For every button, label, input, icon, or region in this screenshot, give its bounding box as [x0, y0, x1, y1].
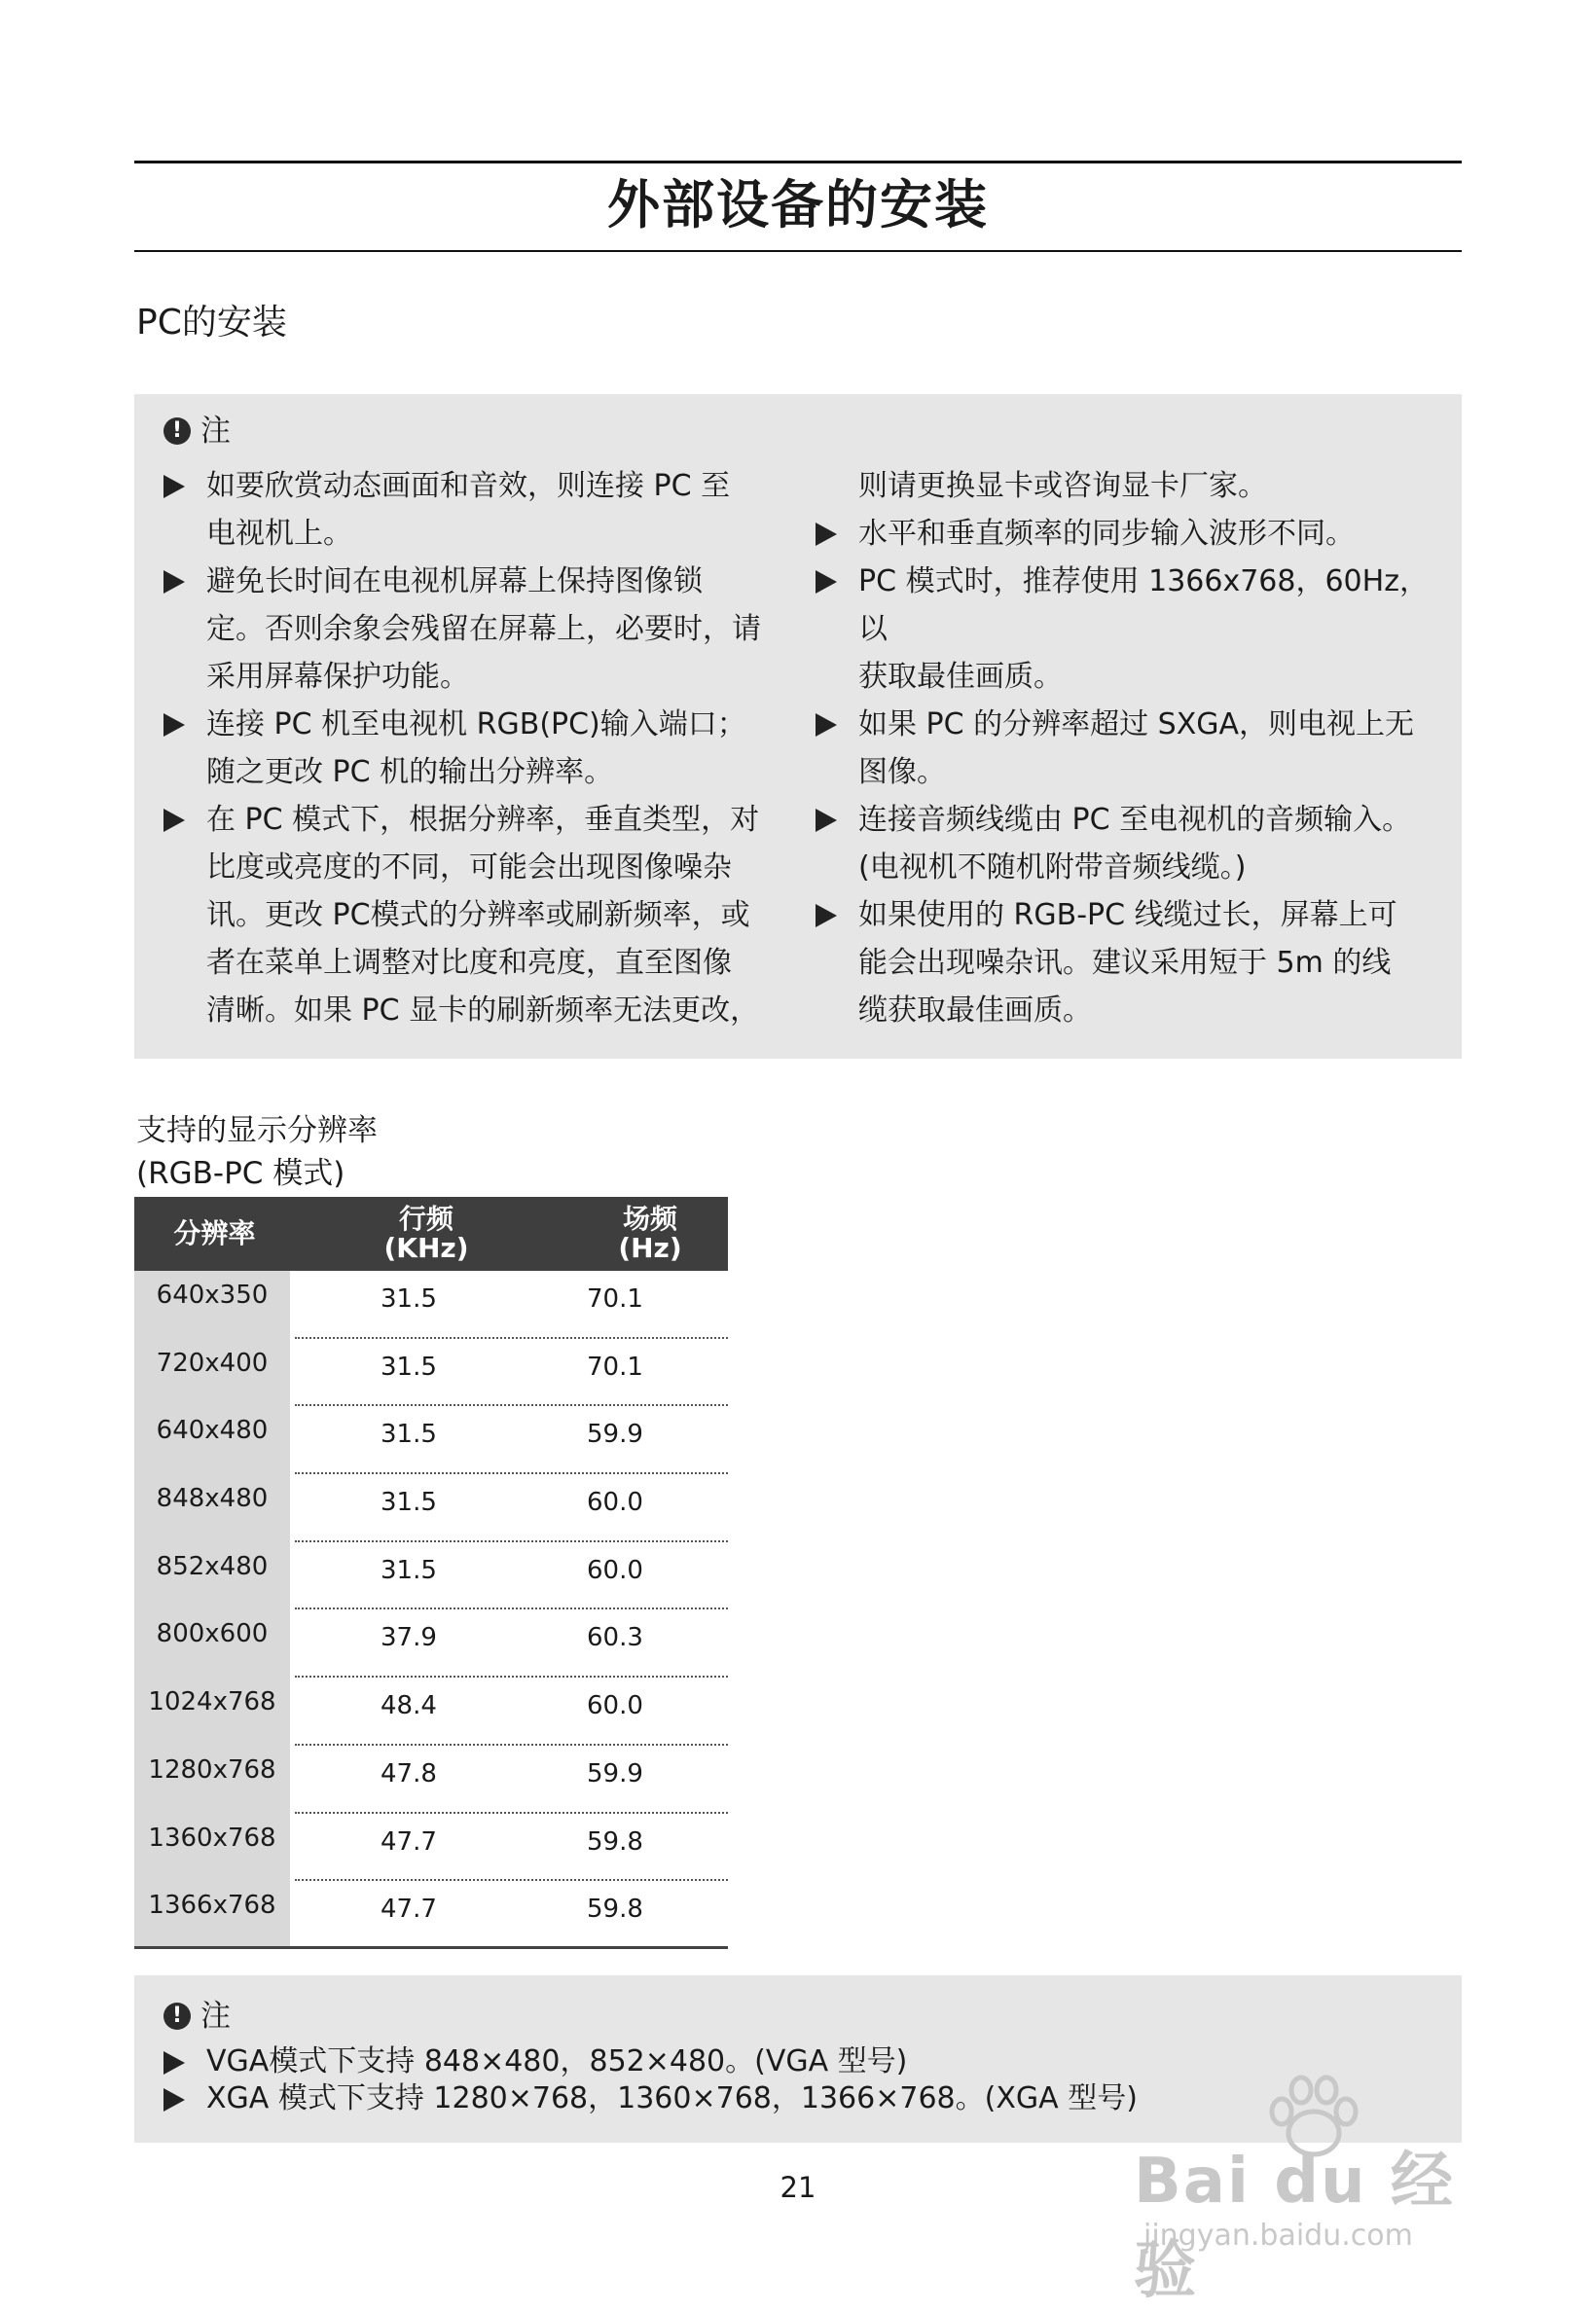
- table-body: [134, 1271, 728, 1949]
- header-vfreq-unit: (Hz): [618, 1232, 682, 1264]
- bullet-continuation: 采用屏幕保护功能。: [206, 660, 469, 694]
- bullet-text: 水平和垂直频率的同步输入波形不同。: [858, 517, 1355, 551]
- watermark-brand: Bai du 经验: [1134, 2146, 1455, 2307]
- triangle-bullet-icon: [816, 570, 837, 594]
- note-column-right: [816, 462, 1438, 1034]
- bullet-continuation: 缆获取最佳画质。: [858, 993, 1092, 1028]
- section-title: PC的安装: [136, 303, 287, 343]
- triangle-bullet-icon: [816, 523, 837, 546]
- info-icon: !: [163, 2003, 191, 2030]
- row-divider: [134, 1946, 728, 1949]
- note-heading: [163, 1997, 231, 2036]
- cell-resolution: 640x480: [134, 1406, 290, 1474]
- cell-horizontal-frequency: 31.5: [381, 1284, 437, 1314]
- bullet-text: 在 PC 模式下，根据分辨率，垂直类型，对: [206, 803, 760, 837]
- title-rule-top: [134, 161, 1462, 163]
- note-bullet-item: [816, 510, 1438, 558]
- bullet-continuation: (电视机不随机附带音频线缆。): [858, 850, 1247, 885]
- cell-vertical-frequency: 60.0: [587, 1555, 643, 1585]
- note-bullet-item: [163, 462, 806, 558]
- cell-vertical-frequency: 60.0: [587, 1488, 643, 1518]
- header-hfreq-unit: (KHz): [383, 1232, 469, 1264]
- bullet-line: [816, 510, 1438, 558]
- bullet-text: PC 模式时，推荐使用 1366x768，60Hz，以: [858, 564, 1429, 646]
- note-bullet-item: [163, 796, 806, 1034]
- note-bullet-item: [816, 796, 1438, 891]
- bullet-continuation: 讯。更改 PC模式的分辨率或刷新频率，或: [206, 898, 750, 932]
- table-row: [134, 1814, 728, 1882]
- cell-resolution: 1366x768: [134, 1881, 290, 1949]
- bullet-continuation: 电视机上。: [206, 517, 352, 551]
- table-caption-title: 支持的显示分辨率: [136, 1113, 378, 1148]
- bullet-line: [163, 462, 806, 510]
- bullet-line: [816, 891, 1438, 939]
- note-bullet-item: [163, 558, 806, 701]
- cell-resolution: 1024x768: [134, 1678, 290, 1746]
- bullet-text: 如要欣赏动态画面和音效，则连接 PC 至: [206, 469, 731, 503]
- bullet-text: 避免长时间在电视机屏幕上保持图像锁: [206, 564, 703, 598]
- note-continuation: 则请更换显卡或咨询显卡厂家。: [858, 469, 1267, 503]
- triangle-bullet-icon: [163, 570, 185, 594]
- cell-horizontal-frequency: 31.5: [381, 1420, 437, 1450]
- note-bullet-item: [816, 701, 1438, 796]
- table-row: [134, 1609, 728, 1678]
- bullet-text: 如果使用的 RGB-PC 线缆过长，屏幕上可: [858, 898, 1397, 932]
- cell-vertical-frequency: 60.0: [587, 1691, 643, 1721]
- bullet-continuation: 获取最佳画质。: [858, 660, 1063, 694]
- header-vfreq-label: 场频: [622, 1203, 677, 1235]
- cell-horizontal-frequency: 31.5: [381, 1488, 437, 1518]
- bullet-text: 如果 PC 的分辨率超过 SXGA，则电视上无: [858, 707, 1415, 741]
- note-bullet-item: [163, 701, 806, 796]
- table-row: [134, 1746, 728, 1814]
- bullet-continuation: 图像。: [858, 755, 946, 789]
- bullet-continuation: 比度或亮度的不同，可能会出现图像噪杂: [206, 850, 732, 885]
- cell-horizontal-frequency: 31.5: [381, 1352, 437, 1382]
- bullet-continuation: 清晰。如果 PC 显卡的刷新频率无法更改，: [206, 993, 760, 1028]
- cell-resolution: 800x600: [134, 1609, 290, 1678]
- triangle-bullet-icon: [163, 2051, 185, 2075]
- table-row: [134, 1406, 728, 1474]
- triangle-bullet-icon: [163, 809, 185, 832]
- cell-vertical-frequency: 60.3: [587, 1623, 643, 1653]
- cell-vertical-frequency: 59.9: [587, 1420, 643, 1450]
- cell-horizontal-frequency: 31.5: [381, 1555, 437, 1585]
- cell-resolution: 1360x768: [134, 1814, 290, 1882]
- bullet-line: [816, 558, 1438, 653]
- note-column-left: [163, 462, 806, 1034]
- note-bullet-item: [816, 558, 1438, 701]
- table-row: [134, 1542, 728, 1610]
- bullet-continuation: 能会出现噪杂讯。建议采用短于 5m 的线: [858, 946, 1392, 980]
- watermark-url: jingyan.baidu.com: [1143, 2219, 1413, 2253]
- cell-vertical-frequency: 70.1: [587, 1284, 643, 1314]
- table-row: [134, 1678, 728, 1746]
- bullet-continuation: 者在菜单上调整对比度和亮度，直至图像: [206, 946, 732, 980]
- triangle-bullet-icon: [163, 475, 185, 498]
- note-bullet-item: [816, 891, 1438, 1034]
- table-caption: [136, 1109, 378, 1195]
- triangle-bullet-icon: [816, 904, 837, 927]
- info-icon: !: [163, 417, 191, 445]
- triangle-bullet-icon: [163, 713, 185, 737]
- cell-resolution: 640x350: [134, 1271, 290, 1339]
- note-box-pc-install: [134, 394, 1462, 1059]
- cell-horizontal-frequency: 47.7: [381, 1895, 437, 1925]
- cell-resolution: 848x480: [134, 1474, 290, 1542]
- bullet-text: VGA模式下支持 848×480，852×480。(VGA 型号): [206, 2044, 908, 2078]
- header-vertical-frequency: [572, 1197, 728, 1271]
- cell-horizontal-frequency: 48.4: [381, 1691, 437, 1721]
- baidu-watermark: [1134, 2073, 1513, 2307]
- title-rule-bottom: [134, 250, 1462, 252]
- bullet-line: [816, 796, 1438, 844]
- cell-vertical-frequency: 70.1: [587, 1352, 643, 1382]
- page-title: 外部设备的安装: [607, 174, 989, 235]
- bullet-text: XGA 模式下支持 1280×768，1360×768，1366×768。(XGA 型号): [206, 2081, 1138, 2115]
- note-heading-label: 注: [200, 1999, 231, 2034]
- cell-resolution: 852x480: [134, 1542, 290, 1610]
- header-resolution-label: 分辨率: [173, 1217, 256, 1249]
- page-number: 21: [780, 2171, 816, 2204]
- cell-horizontal-frequency: 47.8: [381, 1758, 437, 1788]
- table-caption-mode: (RGB-PC 模式): [136, 1156, 345, 1191]
- cell-vertical-frequency: 59.9: [587, 1758, 643, 1788]
- table-row: [134, 1474, 728, 1542]
- triangle-bullet-icon: [163, 2088, 185, 2112]
- cell-vertical-frequency: 59.8: [587, 1895, 643, 1925]
- cell-horizontal-frequency: 47.7: [381, 1826, 437, 1857]
- bullet-line: [163, 796, 806, 844]
- bullet-text: 连接 PC 机至电视机 RGB(PC)输入端口；: [206, 707, 746, 741]
- cell-resolution: 1280x768: [134, 1746, 290, 1814]
- header-hfreq-label: 行频: [398, 1203, 453, 1235]
- cell-horizontal-frequency: 37.9: [381, 1623, 437, 1653]
- cell-resolution: 720x400: [134, 1339, 290, 1407]
- table-row: [134, 1339, 728, 1407]
- table-header: [134, 1197, 728, 1271]
- resolution-table: [134, 1197, 728, 1949]
- triangle-bullet-icon: [816, 713, 837, 737]
- header-horizontal-frequency: [329, 1197, 524, 1271]
- note-heading-label: 注: [200, 414, 231, 449]
- triangle-bullet-icon: [816, 809, 837, 832]
- bullet-continuation: 定。否则余象会残留在屏幕上，必要时，请: [206, 612, 761, 646]
- bullet-line: [163, 701, 806, 748]
- bullet-line: [816, 701, 1438, 748]
- table-row: [134, 1271, 728, 1339]
- bullet-text: 连接音频线缆由 PC 至电视机的音频输入。: [858, 803, 1412, 837]
- bullet-line: [163, 558, 806, 605]
- table-row: [134, 1881, 728, 1949]
- note-heading: [163, 412, 231, 451]
- header-resolution: [134, 1197, 295, 1271]
- bullet-continuation: 随之更改 PC 机的输出分辨率。: [206, 755, 614, 789]
- cell-vertical-frequency: 59.8: [587, 1826, 643, 1857]
